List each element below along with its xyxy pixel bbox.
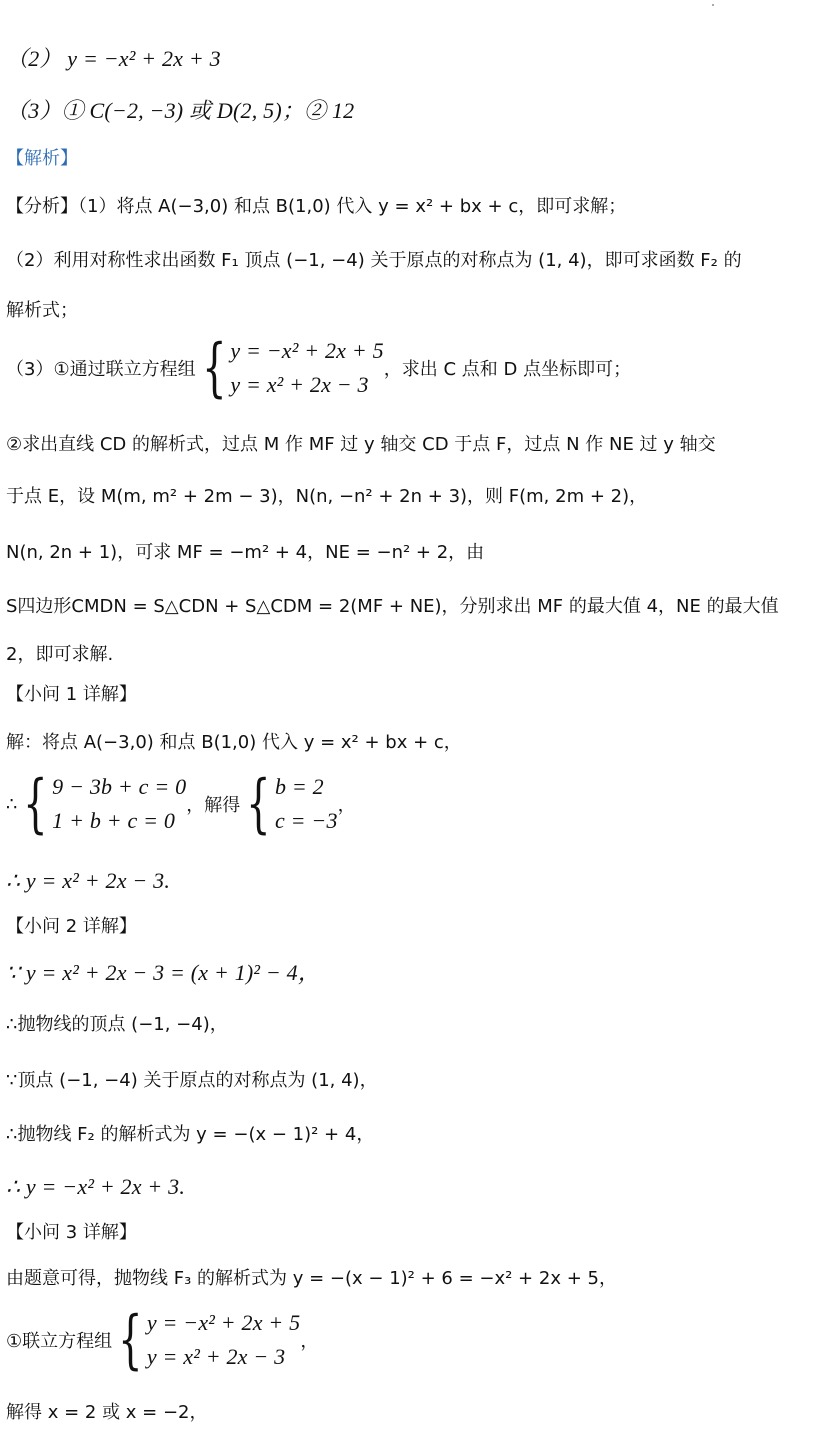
heading-part-1: 【小问 1 详解】 <box>6 684 137 705</box>
system-tail: ， <box>337 795 356 816</box>
system-lead: ①联立方程组 <box>6 1331 113 1352</box>
equation-stack <box>52 770 186 838</box>
equation: 1 + b + c = 0 <box>52 808 176 833</box>
system-tail: ，求出 C 点和 D 点坐标即可； <box>383 359 632 380</box>
equation-stack <box>230 334 383 402</box>
analysis-system-1 <box>6 331 632 405</box>
left-brace: { <box>118 1303 143 1377</box>
analysis-line-1: 【分析】（1）将点 A(−3,0) 和点 B(1,0) 代入 y = x² + bx + c，即可求解； <box>6 196 627 217</box>
analysis-line-4: ②求出直线 CD 的解析式，过点 M 作 MF 过 y 轴交 CD 于点 F，过点 N 作 NE 过 y 轴交 <box>6 434 716 455</box>
answer-part-2: （2） y = −x² + 2x + 3 <box>6 46 221 71</box>
solve-label: ，解得 <box>186 795 241 816</box>
solution-2-line-4: ∴抛物线 F₂ 的解析式为 y = −(x − 1)² + 4， <box>6 1124 375 1145</box>
solution-2-line-3: ∵顶点 (−1, −4) 关于原点的对称点为 (1, 4)， <box>6 1070 378 1091</box>
analysis-line-3: 解析式； <box>6 300 78 321</box>
analysis-line-5: 于点 E，设 M(m, m² + 2m − 3)，N(n, −n² + 2n + 3)，则 F(m, 2m + 2)， <box>6 486 648 507</box>
system-lead: （3）①通过联立方程组 <box>6 359 196 380</box>
answer-part-3: （3）① C(−2, −3) 或 D(2, 5)；② 12 <box>6 98 355 123</box>
solution-2-result: ∴ y = −x² + 2x + 3. <box>6 1174 186 1199</box>
left-brace: { <box>201 331 227 405</box>
equation: c = −3 <box>275 808 338 833</box>
solution-3-line-2: 解得 x = 2 或 x = −2， <box>6 1402 208 1423</box>
heading-part-3: 【小问 3 详解】 <box>6 1222 137 1243</box>
analysis-line-2: （2）利用对称性求出函数 F₁ 顶点 (−1, −4) 关于原点的对称点为 (1, 4)，即可求函数 F₂ 的 <box>6 250 742 271</box>
solution-3-system <box>6 1303 319 1377</box>
equation: b = 2 <box>275 774 324 799</box>
solution-2-line-2: ∴抛物线的顶点 (−1, −4)， <box>6 1014 228 1035</box>
therefore-symbol: ∴ <box>6 793 18 815</box>
equation: y = x² + 2x − 3 <box>230 372 369 397</box>
solution-1-line-1: 解：将点 A(−3,0) 和点 B(1,0) 代入 y = x² + bx + c， <box>6 732 462 753</box>
solution-3-line-1: 由题意可得，抛物线 F₃ 的解析式为 y = −(x − 1)² + 6 = −x² + 2x + 5， <box>6 1268 617 1289</box>
solution-1-result: ∴ y = x² + 2x − 3. <box>6 868 171 893</box>
equation: y = −x² + 2x + 5 <box>230 338 384 363</box>
analysis-line-6: N(n, 2n + 1)，可求 MF = −m² + 4，NE = −n² + 2，由 <box>6 542 485 563</box>
equation-stack <box>147 1306 300 1374</box>
left-brace: { <box>23 767 49 841</box>
analysis-line-7: S四边形CMDN = S△CDN + S△CDM = 2(MF + NE)，分别求出 MF 的最大值 4，NE 的最大值 <box>6 596 779 617</box>
solution-1-system <box>6 767 356 841</box>
heading-part-2: 【小问 2 详解】 <box>6 916 137 937</box>
equation: y = −x² + 2x + 5 <box>146 1310 301 1335</box>
scan-dot <box>712 4 714 6</box>
solution-2-line-1: ∵ y = x² + 2x − 3 = (x + 1)² − 4， <box>6 960 321 985</box>
equation: 9 − 3b + c = 0 <box>52 774 187 799</box>
left-brace: { <box>246 767 271 841</box>
analysis-line-8: 2，即可求解. <box>6 644 114 665</box>
system-tail: ， <box>300 1331 319 1352</box>
equation: y = x² + 2x − 3 <box>146 1344 286 1369</box>
heading-analysis: 【解析】 <box>6 148 78 169</box>
equation-stack <box>275 770 338 838</box>
